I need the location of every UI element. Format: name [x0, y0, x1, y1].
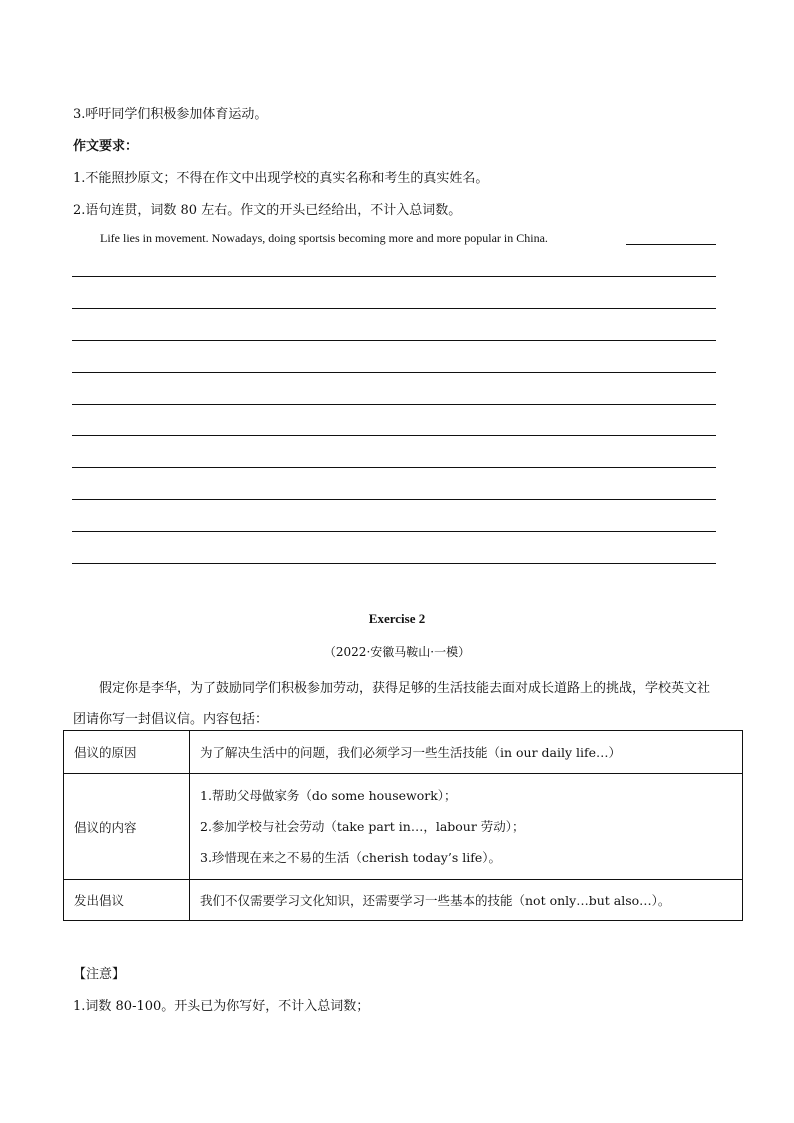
row-content: 我们不仅需要学习文化知识，还需要学习一些基本的技能（not only…but also…）。: [190, 880, 743, 921]
row-content: 为了解决生活中的问题，我们必须学习一些生活技能（in our daily life…）: [190, 731, 743, 774]
answer-line[interactable]: [72, 404, 716, 405]
note-heading: 【注意】: [73, 967, 126, 982]
point-3-text: 3.呼吁同学们积极参加体育运动。: [73, 107, 268, 122]
answer-line[interactable]: [72, 531, 716, 532]
requirements-heading: 作文要求：: [73, 139, 139, 154]
content-item: 2.参加学校与社会劳动（take part in…，labour 劳动）；: [200, 819, 525, 834]
answer-line[interactable]: [72, 308, 716, 309]
note-1: 1.词数 80-100。开头已为你写好，不计入总词数；: [73, 999, 370, 1014]
exercise-title: Exercise 2: [368, 611, 426, 626]
proposal-table: [63, 730, 743, 921]
answer-line[interactable]: [72, 499, 716, 500]
content-item: 3.珍惜现在来之不易的生活（cherish today’s life）。: [200, 850, 501, 865]
answer-line[interactable]: [72, 276, 716, 277]
answer-line[interactable]: [72, 467, 716, 468]
answer-blank[interactable]: [626, 244, 716, 245]
essay-opening-sentence: Life lies in movement. Nowadays, doing sportsis becoming more and more popular in China.: [100, 231, 548, 245]
row-label: 发出倡议: [64, 880, 190, 921]
answer-line[interactable]: [72, 435, 716, 436]
row-label: 倡议的内容: [64, 774, 190, 880]
requirement-1: 1.不能照抄原文；不得在作文中出现学校的真实名称和考生的真实姓名。: [73, 171, 489, 186]
answer-line[interactable]: [72, 372, 716, 373]
exercise-source: （2022·安徽马鞍山·一模）: [323, 645, 471, 659]
table-row: [64, 774, 743, 880]
answer-line[interactable]: [72, 563, 716, 564]
answer-line[interactable]: [72, 340, 716, 341]
table-row: [64, 731, 743, 774]
row-label: 倡议的原因: [64, 731, 190, 774]
row-content: [190, 774, 743, 880]
exercise-prompt: 假定你是李华，为了鼓励同学们积极参加劳动，获得足够的生活技能去面对成长道路上的挑战，学校英文社团请你写一封倡议信。内容包括：: [73, 681, 711, 727]
content-item: 1.帮助父母做家务（do some housework）；: [200, 788, 457, 803]
table-row: [64, 880, 743, 921]
requirement-2: 2.语句连贯，词数 80 左右。作文的开头已经给出，不计入总词数。: [73, 203, 462, 218]
